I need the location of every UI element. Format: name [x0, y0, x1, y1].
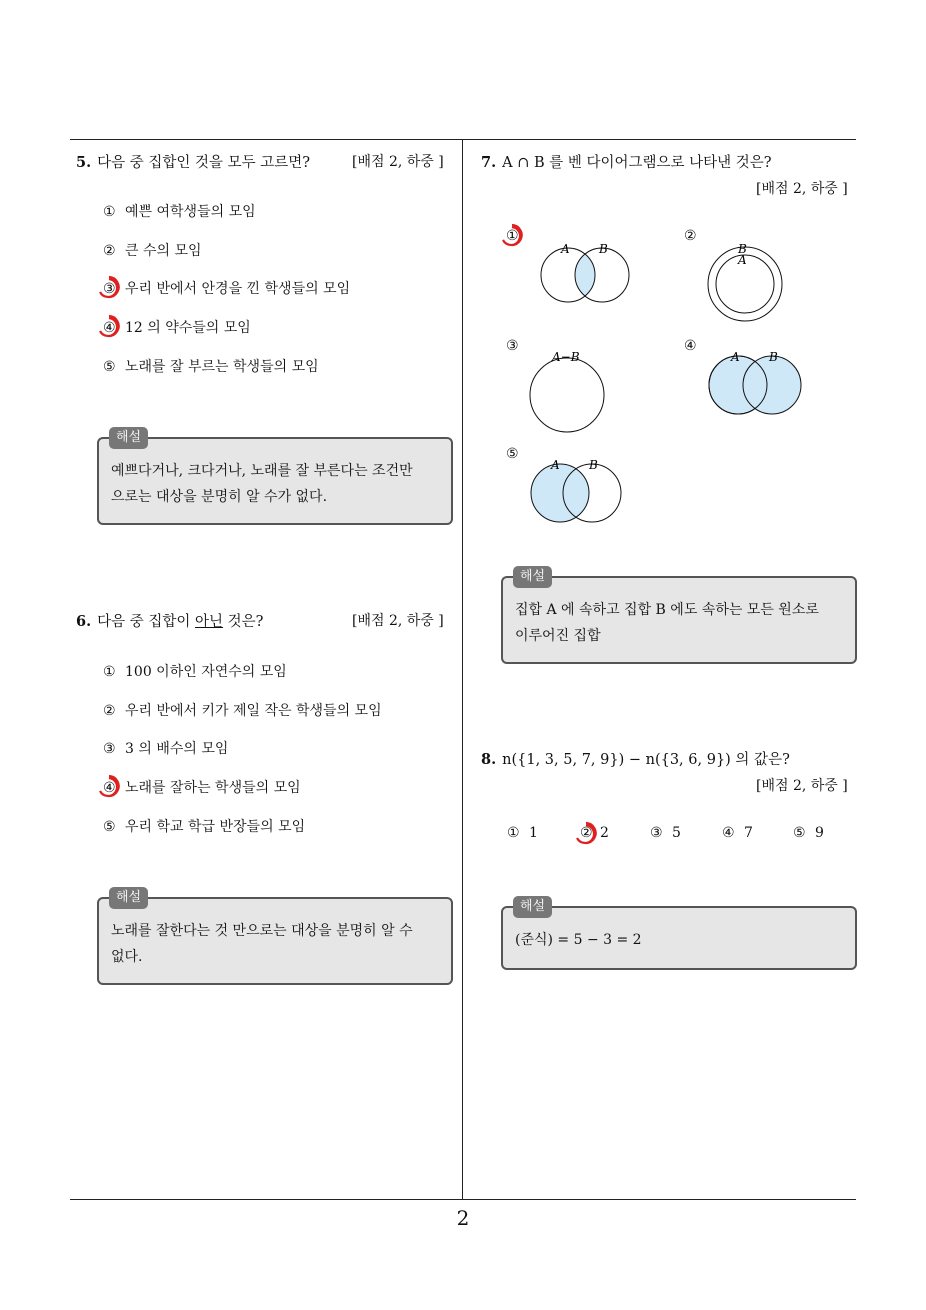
venn-label-a: A: [738, 253, 747, 267]
option-mark: ⑤: [793, 825, 806, 841]
q7-option-5-mark[interactable]: ⑤: [506, 446, 519, 462]
q7-header: [481, 151, 772, 172]
option-mark: ③: [103, 281, 116, 297]
q6-score: [배점 2, 하중 ]: [352, 613, 444, 629]
option-mark: ②: [103, 243, 116, 259]
venn-circle: [530, 358, 604, 432]
q5-option-2[interactable]: [103, 240, 202, 260]
venn-diagram-1[interactable]: [530, 238, 640, 308]
q6-number: 6.: [76, 613, 92, 630]
answer-circle-icon: [573, 820, 599, 846]
option-mark: ③: [103, 741, 116, 757]
solution-line: (준식) = 5 − 3 = 2: [515, 932, 642, 948]
venn-diagram-4[interactable]: [700, 348, 810, 418]
q5-solution-box: [97, 430, 453, 525]
q7-text: A ∩ B 를 벤 다이어그램으로 나타낸 것은?: [502, 155, 772, 171]
solution-tag: 해설: [109, 887, 148, 909]
solution-line: 으로는 대상을 분명히 알 수가 없다.: [111, 489, 328, 505]
option-mark: ③: [650, 825, 663, 841]
q6-option-3[interactable]: [103, 738, 228, 758]
venn-label-a: A: [731, 350, 740, 364]
solution-text: [111, 918, 441, 970]
top-rule: [70, 139, 856, 140]
solution-tag: 해설: [513, 896, 552, 918]
solution-tag: 해설: [513, 566, 552, 588]
option-mark: ②: [580, 825, 593, 841]
option-text: 9: [815, 825, 824, 841]
solution-text: [515, 927, 845, 953]
solution-text: [111, 458, 441, 510]
option-mark: ①: [507, 825, 520, 841]
q6-option-2[interactable]: [103, 700, 382, 720]
q7-option-2-mark[interactable]: ②: [684, 228, 697, 244]
q8-solution-box: [501, 899, 857, 970]
option-text: 우리 반에서 안경을 낀 학생들의 모임: [125, 281, 351, 297]
q6-text-underlined: 아닌: [195, 614, 224, 630]
q7-option-1-mark[interactable]: ①: [506, 228, 519, 244]
venn-circle-b: [743, 356, 801, 414]
option-mark: ⑤: [103, 819, 116, 835]
venn-label-a: A: [561, 242, 570, 256]
q8-header: [481, 748, 790, 769]
q8-text: n({1, 3, 5, 7, 9}) − n({3, 6, 9}) 의 값은?: [502, 752, 790, 768]
q5-option-4[interactable]: [103, 317, 251, 337]
solution-line: 없다.: [111, 949, 143, 965]
venn-label-a-minus-b: A−B: [552, 350, 580, 364]
solution-line: 집합 A 에 속하고 집합 B 에도 속하는 모든 원소로: [515, 602, 819, 618]
q5-number: 5.: [76, 154, 92, 171]
q8-option-3[interactable]: [650, 825, 681, 841]
option-mark: ①: [103, 664, 116, 680]
solution-text: [515, 597, 845, 649]
answer-circle-icon: [96, 773, 122, 799]
page-number: 2: [456, 1206, 470, 1230]
venn-diagram-2[interactable]: [700, 240, 790, 330]
answer-circle-icon: [96, 313, 122, 339]
q6-solution-box: [97, 890, 453, 985]
option-text: 1: [529, 825, 538, 841]
q5-option-3[interactable]: [103, 278, 350, 298]
q6-option-5[interactable]: [103, 816, 305, 836]
option-mark: ⑤: [103, 359, 116, 375]
venn-label-b: B: [599, 242, 608, 256]
solution-line: 예쁘다거나, 크다거나, 노래를 잘 부른다는 조건만: [111, 463, 413, 479]
option-mark: ①: [103, 204, 116, 220]
option-mark: ④: [103, 320, 116, 336]
q7-solution-box: [501, 569, 857, 664]
option-text: 3 의 배수의 모임: [125, 741, 229, 757]
q5-option-1[interactable]: [103, 201, 256, 221]
venn-circle-a: [531, 464, 589, 522]
q7-option-4-mark[interactable]: ④: [684, 338, 697, 354]
answer-circle-icon: [96, 274, 122, 300]
venn-label-a: A: [551, 458, 560, 472]
option-text: 12 의 약수들의 모임: [125, 320, 251, 336]
option-text: 7: [744, 825, 753, 841]
answer-circle-icon: [499, 222, 525, 248]
option-text: 2: [600, 825, 609, 841]
venn-label-b: B: [589, 458, 598, 472]
q8-option-1[interactable]: [507, 825, 538, 841]
q6-option-1[interactable]: [103, 661, 287, 681]
q5-option-5[interactable]: [103, 356, 319, 376]
venn-label-b: B: [738, 242, 747, 256]
option-text: 노래를 잘 부르는 학생들의 모임: [125, 359, 319, 375]
q6-option-4[interactable]: [103, 777, 301, 797]
q6-text-end: 것은?: [223, 614, 264, 630]
option-text: 큰 수의 모임: [125, 243, 202, 259]
column-divider: [462, 139, 463, 1200]
q8-option-4[interactable]: [722, 825, 753, 841]
option-mark: ④: [722, 825, 735, 841]
option-text: 예쁜 여학생들의 모임: [125, 204, 256, 220]
venn-label-b: B: [769, 350, 778, 364]
venn-diagram-5[interactable]: [520, 456, 630, 526]
q7-score: [배점 2, 하중 ]: [756, 181, 848, 197]
q6-header: [76, 610, 263, 631]
solution-line: 노래를 잘한다는 것 만으로는 대상을 분명히 알 수: [111, 923, 413, 939]
q8-score: [배점 2, 하중 ]: [756, 778, 848, 794]
option-mark: ②: [103, 703, 116, 719]
solution-tag: 해설: [109, 427, 148, 449]
q5-text: 다음 중 집합인 것을 모두 고르면?: [97, 155, 311, 171]
q8-number: 8.: [481, 751, 497, 768]
q6-text: 다음 중 집합이: [97, 614, 196, 630]
option-text: 노래를 잘하는 학생들의 모임: [125, 780, 301, 796]
q7-number: 7.: [481, 154, 497, 171]
venn-diagram-3[interactable]: [522, 348, 614, 438]
q8-option-5[interactable]: [793, 825, 824, 841]
solution-line: 이루어진 집합: [515, 628, 601, 644]
bottom-rule: [70, 1199, 856, 1200]
q5-header: [76, 151, 310, 172]
option-text: 우리 학교 학급 반장들의 모임: [125, 819, 306, 835]
option-text: 우리 반에서 키가 제일 작은 학생들의 모임: [125, 703, 382, 719]
option-mark: ④: [103, 780, 116, 796]
q5-score: [배점 2, 하중 ]: [352, 154, 444, 170]
option-text: 100 이하인 자연수의 모임: [125, 664, 287, 680]
option-text: 5: [672, 825, 681, 841]
q7-option-3-mark[interactable]: ③: [506, 338, 519, 354]
